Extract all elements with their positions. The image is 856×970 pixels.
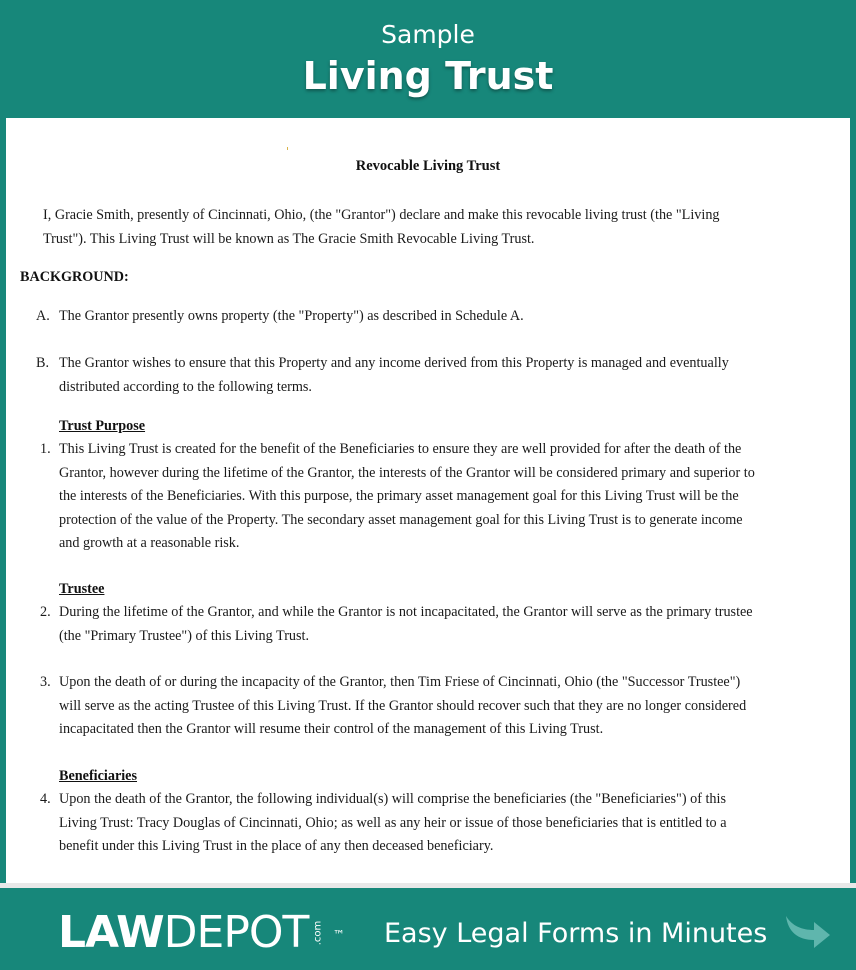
header-banner <box>0 0 856 118</box>
item-line: distributed according to the following terms. <box>59 378 312 395</box>
logo-depot: DEPOT <box>163 907 309 958</box>
list-marker: A. <box>36 308 50 324</box>
logo-law: LAW <box>58 907 164 958</box>
clause-line: and growth at a reasonable risk. <box>59 535 240 551</box>
section-heading-trust-purpose: Trust Purpose <box>59 418 146 434</box>
clause-line: protection of the value of the Property. The secondary asset management goal for this Living Trust is to generate income <box>59 511 743 528</box>
clause-line: benefit under this Living Trust in the place of any then deceased beneficiary. <box>59 838 494 854</box>
logo-com: .com <box>312 920 324 946</box>
clause-4 <box>59 788 727 859</box>
curved-arrow-icon <box>780 910 832 952</box>
clause-line: Upon the death of the Grantor, the following individual(s) will comprise the beneficiaries (the "Beneficiaries") of this <box>59 791 726 807</box>
item-line: The Grantor wishes to ensure that this Property and any income derived from this Property is managed and eventually <box>59 355 729 371</box>
clause-number: 2. <box>40 604 51 620</box>
list-marker: B. <box>36 355 50 371</box>
section-heading-beneficiaries: Beneficiaries <box>59 768 138 784</box>
clause-number: 4. <box>40 791 51 807</box>
intro-line: Trust"). This Living Trust will be known as The Gracie Smith Revocable Living Trust. <box>43 230 535 247</box>
decorative-tick <box>287 147 288 150</box>
clause-line: Grantor, however during the lifetime of the Grantor, the interests of the Grantor will be considered primary and superior to <box>59 464 755 481</box>
intro-line: I, Gracie Smith, presently of Cincinnati, Ohio, (the "Grantor") declare and make this revocable living trust (the "Living <box>43 207 720 223</box>
clause-line: This Living Trust is created for the benefit of the Beneficiaries to ensure they are well provided for after the death of the <box>59 441 742 457</box>
banner-sample-label: Sample <box>381 20 475 49</box>
item-line: The Grantor presently owns property (the "Property") as described in Schedule A. <box>59 308 524 324</box>
logo-trademark: ™ <box>332 928 345 942</box>
background-heading: BACKGROUND: <box>20 269 129 285</box>
clause-line: During the lifetime of the Grantor, and while the Grantor is not incapacitated, the Grantor will serve as the primary trustee <box>59 604 753 620</box>
document-title: Revocable Living Trust <box>355 158 501 174</box>
intro-paragraph <box>43 204 720 251</box>
clause-line: Living Trust: Tracy Douglas of Cincinnati, Ohio; as well as any heir or issue of those beneficiaries that is entitled to a <box>59 814 727 831</box>
footer-tagline: Easy Legal Forms in Minutes <box>384 918 768 949</box>
background-item-a <box>59 305 524 329</box>
lawdepot-logo[interactable] <box>58 908 345 960</box>
clause-2 <box>59 601 753 648</box>
section-heading-trustee: Trustee <box>59 581 105 597</box>
banner-title: Living Trust <box>302 54 554 98</box>
clause-line: will serve as the acting Trustee of this Living Trust. If the Grantor should recover such that they are no longer considered <box>59 697 747 714</box>
clause-number: 1. <box>40 441 51 457</box>
clause-1 <box>59 438 755 556</box>
background-item-b <box>59 352 729 399</box>
document-page <box>6 118 850 883</box>
clause-3 <box>59 671 746 742</box>
clause-line: the interests of the Beneficiaries. With this purpose, the primary asset management goal for this Living Trust will be the <box>59 488 739 504</box>
footer-banner <box>0 883 856 970</box>
clause-line: (the "Primary Trustee") of this Living Trust. <box>59 627 310 644</box>
clause-line: Upon the death of or during the incapacity of the Grantor, then Tim Friese of Cincinnati, Ohio (the "Successor Trustee") <box>59 674 741 690</box>
clause-line: incapacitated then the Grantor will resume their control of the management of this Living Trust. <box>59 721 604 737</box>
clause-number: 3. <box>40 674 51 690</box>
